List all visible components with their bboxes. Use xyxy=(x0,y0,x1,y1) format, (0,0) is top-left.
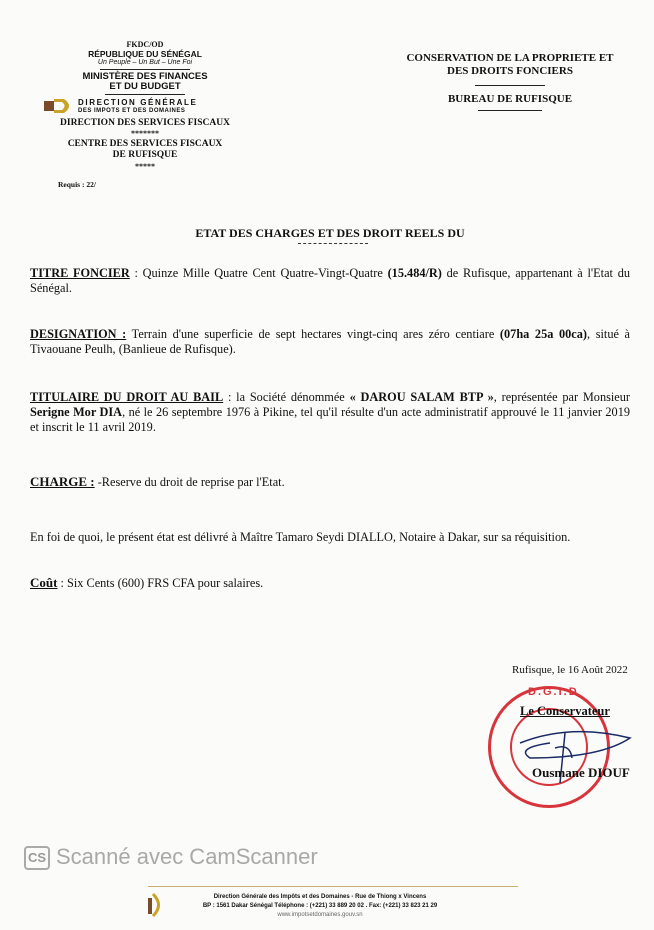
titre-label: TITRE FONCIER xyxy=(30,266,130,280)
stars-separator: ******* xyxy=(131,129,159,138)
text: : Six Cents (600) FRS CFA pour salaires. xyxy=(57,576,264,590)
dgid-line2: DES IMPOTS ET DES DOMAINES xyxy=(78,108,186,114)
designation-label: DESIGNATION : xyxy=(30,327,127,341)
divider xyxy=(478,110,542,111)
footer-address xyxy=(160,893,480,920)
national-motto: Un Peuple – Un But – Une Foi xyxy=(97,59,193,66)
divider xyxy=(105,94,185,95)
titre-foncier-paragraph xyxy=(30,266,630,296)
place-date: Rufisque, le 16 Août 2022 xyxy=(512,664,628,676)
cout-paragraph xyxy=(30,575,630,591)
text: , né le 26 septembre 1976 à Pikine, tel qu'il résulte d'un acte administratif approuvé le 11 janvier 2019 et inscrit le 11 avril 2019. xyxy=(30,405,630,434)
document-title: ETAT DES CHARGES ET DES DROIT REELS DU xyxy=(195,226,465,240)
reference-code: FKDC/OD xyxy=(126,40,164,49)
divider xyxy=(100,69,190,70)
camscanner-logo-icon: CS xyxy=(24,846,50,870)
requis-number: Requis : 22/ xyxy=(58,180,96,189)
surface-area: (07ha 25a 00ca) xyxy=(499,327,587,341)
ministry-name xyxy=(40,72,250,92)
charge-paragraph xyxy=(30,474,630,490)
signatory-name: Ousmane DIOUF xyxy=(532,765,630,780)
footer-website: www.impotsetdomaines.gouv.sn xyxy=(277,912,363,918)
republic-name: RÉPUBLIQUE DU SÉNÉGAL xyxy=(88,49,202,59)
company-name: « DAROU SALAM BTP » xyxy=(349,390,494,404)
dgid-name xyxy=(78,99,197,115)
conservation-line1: CONSERVATION DE LA PROPRIETE ET xyxy=(406,52,614,64)
text: : la Société dénommée xyxy=(223,390,350,404)
office-name: BUREAU DE RUFISQUE xyxy=(447,93,573,105)
text: de Rufisque, appartenant à l'Etat du Sénégal. xyxy=(30,266,630,295)
csf-name xyxy=(40,139,250,161)
text: -Reserve du droit de reprise par l'Etat. xyxy=(94,475,285,489)
camscanner-watermark: Scanné avec CamScanner xyxy=(56,844,318,869)
title-underline xyxy=(298,243,368,244)
ministry-line1: MINISTÈRE DES FINANCES xyxy=(82,71,208,82)
dgid-line1: DIRECTION GÉNÉRALE xyxy=(78,98,198,107)
dsf-name: DIRECTION DES SERVICES FISCAUX xyxy=(60,118,230,128)
dgid-logo-icon xyxy=(44,98,74,114)
footer-line1: Direction Générale des Impôts et des Domaines - Rue de Thiong x Vincens xyxy=(213,894,427,900)
conservation-name xyxy=(390,52,630,78)
footer-rule xyxy=(148,886,518,887)
cout-label: Coût xyxy=(30,575,58,590)
text: Terrain d'une superficie de sept hectares vingt-cinq ares zéro centiare xyxy=(126,327,500,341)
stamp-text: D.G.I.D xyxy=(528,686,579,698)
csf-line1: CENTRE DES SERVICES FISCAUX xyxy=(67,139,223,149)
text: : Quinze Mille Quatre Cent Quatre-Vingt-Quatre xyxy=(129,266,388,280)
text: , représentée par Monsieur xyxy=(493,390,630,404)
titulaire-paragraph xyxy=(30,390,630,435)
csf-line2: DE RUFISQUE xyxy=(112,150,178,160)
text: , situé à Tivaouane Peulh, (Banlieue de Rufisque). xyxy=(30,327,630,356)
divider xyxy=(475,85,545,86)
footer-line2: BP : 1561 Dakar Sénégal Téléphone : (+221) 33 889 20 02 . Fax: (+221) 33 823 21 29 xyxy=(202,903,438,909)
representative-name: Serigne Mor DIA xyxy=(30,405,123,419)
ministry-line2: ET DU BUDGET xyxy=(109,81,181,92)
titre-number: (15.484/R) xyxy=(387,266,442,280)
designation-paragraph xyxy=(30,327,630,357)
charge-label: CHARGE : xyxy=(30,474,95,489)
foi-paragraph: En foi de quoi, le présent état est délivré à Maître Tamaro Seydi DIALLO, Notaire à Dakar, sur sa réquisition. xyxy=(30,530,571,544)
stars-separator: ***** xyxy=(135,162,155,171)
titulaire-label: TITULAIRE DU DROIT AU BAIL xyxy=(30,390,224,404)
dgid-footer-logo-icon xyxy=(148,892,160,918)
conservation-line2: DES DROITS FONCIERS xyxy=(447,65,573,77)
signatory-title: Le Conservateur xyxy=(520,704,610,718)
